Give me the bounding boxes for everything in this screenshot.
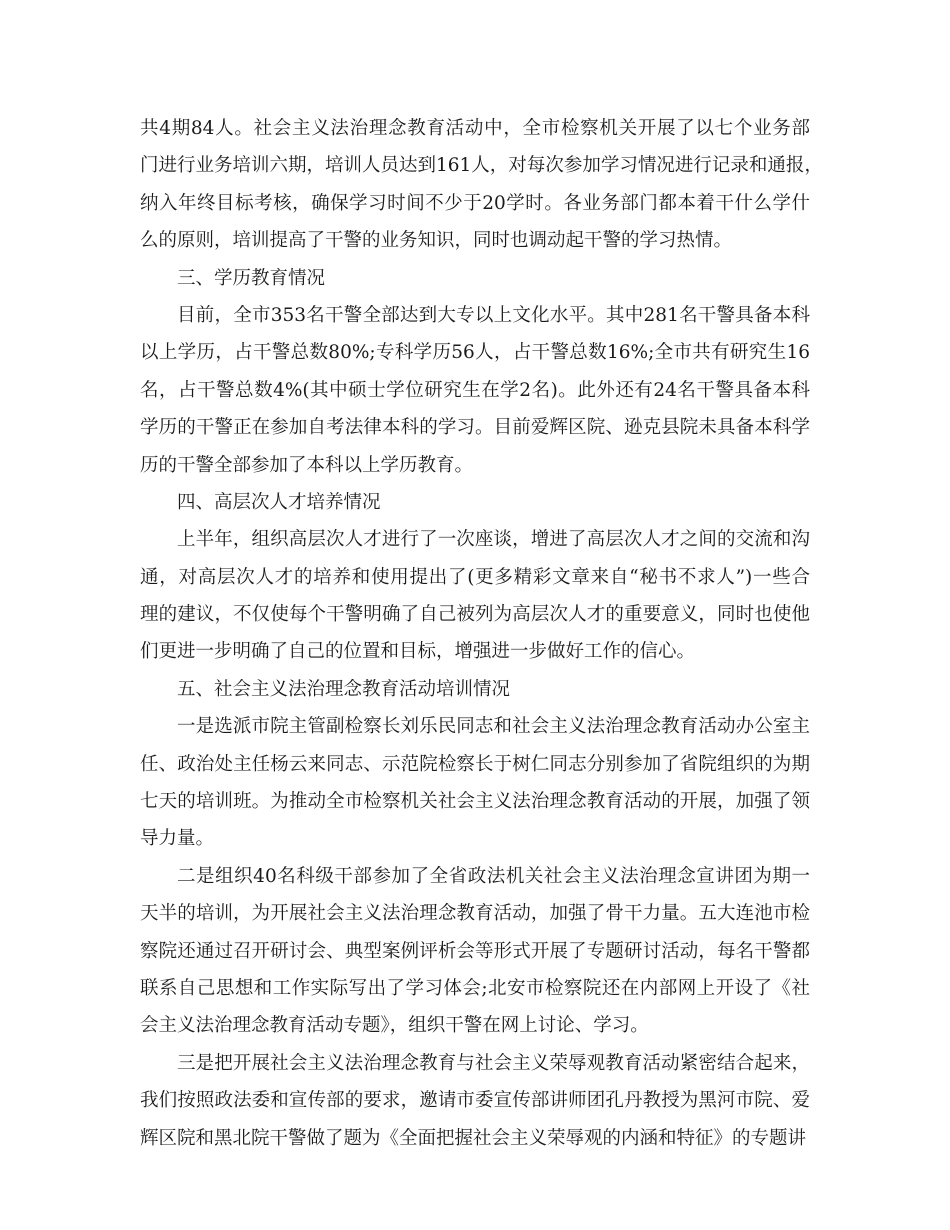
- text-line: 五、社会主义法治理念教育活动培训情况: [177, 678, 511, 700]
- paragraph: [140, 708, 810, 858]
- text-line: 历的干警全部参加了本科以上学历教育。: [140, 454, 474, 476]
- paragraph: [140, 110, 823, 260]
- text-line: 以上学历，占干警总数80%;专科学历56人，占干警总数16%;全市共有研究生16: [140, 342, 810, 364]
- text-line: 会主义法治理念教育活动专题》，组织干警在网上讨论、学习。: [140, 1015, 649, 1037]
- text-line: 名，占干警总数4%(其中硕士学位研究生在学2名)。此外还有24名干警具备本科: [140, 379, 810, 401]
- text-line: 二是组织40名科级干部参加了全省政法机关社会主义法治理念宣讲团为期一: [177, 865, 810, 887]
- paragraph: [140, 1045, 810, 1157]
- document-body: [140, 110, 823, 1157]
- text-line: 理的建议，不仅使每个干警明确了自己被列为高层次人才的重要意义，同时也使他: [140, 604, 810, 626]
- text-line: 我们按照政法委和宣传部的要求，邀请市委宣传部讲师团孔丹教授为黑河市院、爱: [140, 1090, 810, 1112]
- text-line: 纳入年终目标考核，确保学习时间不少于20学时。各业务部门都本着干什么学什: [140, 192, 810, 214]
- text-line: 任、政治处主任杨云来同志、示范院检察长于树仁同志分别参加了省院组织的为期: [140, 753, 810, 775]
- paragraph: [140, 297, 810, 484]
- text-line: 通，对高层次人才的培养和使用提出了(更多精彩文章来自“秘书不求人”)一些合: [140, 566, 810, 588]
- text-line: 辉区院和黑北院干警做了题为《全面把握社会主义荣辱观的内涵和特征》的专题讲: [140, 1127, 807, 1149]
- paragraph: [140, 521, 810, 671]
- text-line: 一是选派市院主管副检察长刘乐民同志和社会主义法治理念教育活动办公室主: [177, 716, 810, 738]
- section-heading: [140, 484, 810, 521]
- text-line: 三是把开展社会主义法治理念教育与社会主义荣辱观教育活动紧密结合起来，: [177, 1052, 810, 1074]
- text-line: 察院还通过召开研讨会、典型案例评析会等形式开展了专题研讨活动，每名干警都: [140, 940, 810, 962]
- paragraph: [140, 858, 810, 1045]
- section-heading: [140, 671, 810, 708]
- text-line: 门进行业务培训六期，培训人员达到161人，对每次参加学习情况进行记录和通报，: [140, 155, 823, 177]
- text-line: 七天的培训班。为推动全市检察机关社会主义法治理念教育活动的开展，加强了领: [140, 791, 810, 813]
- text-line: 共4期84人。社会主义法治理念教育活动中，全市检察机关开展了以七个业务部: [140, 118, 810, 139]
- text-line: 四、高层次人才培养情况: [177, 491, 381, 513]
- text-line: 三、学历教育情况: [177, 267, 326, 289]
- text-line: 导力量。: [140, 828, 215, 850]
- text-line: 们更进一步明确了自己的位置和目标，增强进一步做好工作的信心。: [140, 641, 696, 663]
- text-line: 学历的干警正在参加自考法律本科的学习。目前爱辉区院、逊克县院未具备本科学: [140, 417, 810, 439]
- text-line: 么的原则，培训提高了干警的业务知识，同时也调动起干警的学习热情。: [140, 230, 733, 252]
- text-line: 联系自己思想和工作实际写出了学习体会;北安市检察院还在内部网上开设了《社: [140, 977, 810, 999]
- text-line: 目前，全市353名干警全部达到大专以上文化水平。其中281名干警具备本科: [177, 304, 810, 326]
- text-line: 天半的培训，为开展社会主义法治理念教育活动，加强了骨干力量。五大连池市检: [140, 903, 810, 925]
- text-line: 上半年，组织高层次人才进行了一次座谈，增进了高层次人才之间的交流和沟: [177, 529, 810, 551]
- section-heading: [140, 260, 810, 297]
